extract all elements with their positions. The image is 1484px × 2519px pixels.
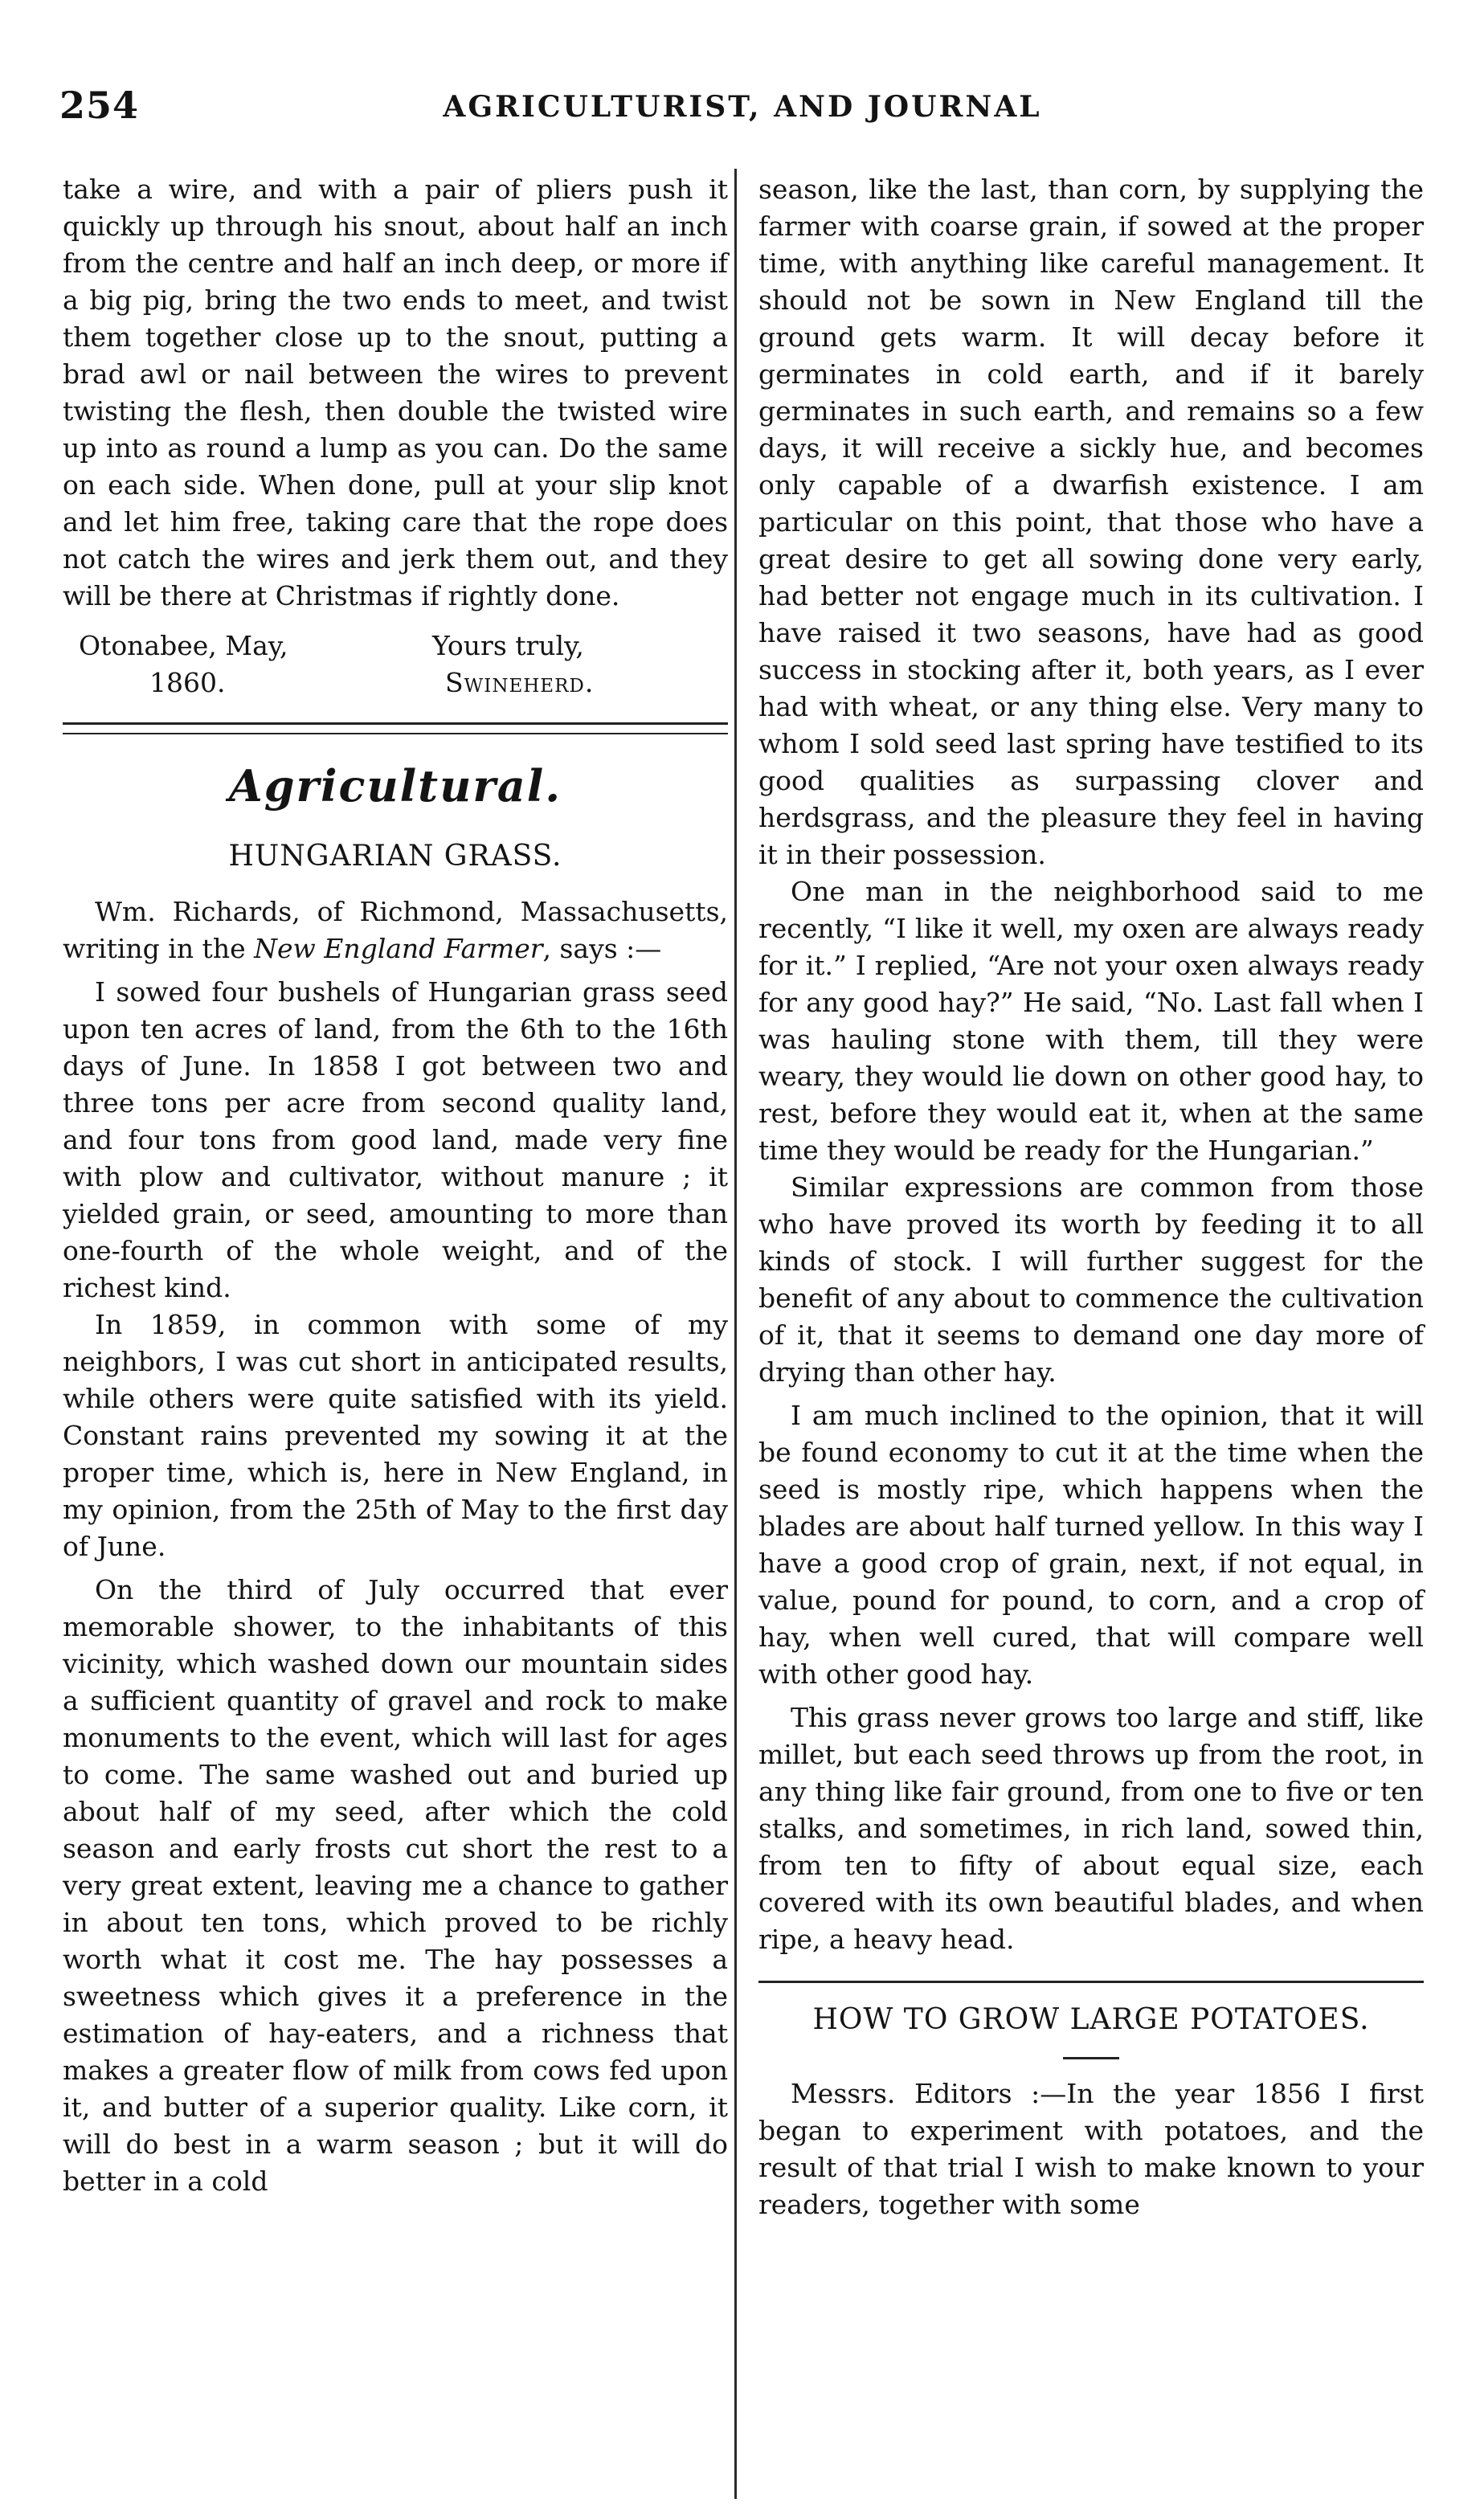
article-paragraph: I am much inclined to the opinion, that it will be found economy to cut it at the time when the seed is mostly ripe, which happens when the blades are about half turned yellow. In this way I have a good crop of grain, next, if not equal, in value, pound for pound, to corn, and a crop of hay, when well cured, that will compare well with other good hay. bbox=[758, 1400, 1424, 1690]
running-head: AGRICULTURIST, AND JOURNAL bbox=[443, 90, 1042, 124]
letter-continued-text: take a wire, and with a pair of pliers push it quickly up through his snout, about half an inch from the centre and half an inch deep, or more if a big pig, bring the two ends to meet, and twist them together close up to the snout, putting a brad awl or nail between the wires to prevent twisting the flesh, then double the twisted wire up into as round a lump as you can. Do the same on each side. When done, pull at your slip knot and let him free, taking care that the rope does not catch the wires and jerk them out, and they will be there at Christmas if rightly done. bbox=[63, 174, 728, 611]
page-header bbox=[59, 84, 1425, 140]
letter-signoff bbox=[63, 628, 728, 708]
article-title-hungarian-grass: HUNGARIAN GRASS. bbox=[228, 840, 562, 873]
intro-before: Wm. Richards, of Richmond, Massachusetts, writing in the bbox=[63, 896, 728, 964]
page-number: 254 bbox=[59, 84, 140, 127]
article-paragraph: One man in the neighborhood said to me recently, “I like it well, my oxen are always ready for it.” I replied, “Are not your oxen always ready for any good hay?” He said, “No. Last fall when I was hauling stone with them, till they were weary, they would lie down on other good hay, to rest, before they would eat it, when at the same time they would be ready for the Hungarian.” bbox=[758, 876, 1424, 1166]
section-divider bbox=[63, 722, 728, 734]
signoff-closing: Yours truly, bbox=[432, 630, 584, 661]
article-title-potatoes: HOW TO GROW LARGE POTATOES. bbox=[812, 2003, 1370, 2036]
right-column bbox=[758, 171, 1424, 2223]
article-paragraph: Messrs. Editors :—In the year 1856 I first began to experiment with potatoes, and the result of that trial I wish to make known to your readers, together with some bbox=[758, 2078, 1424, 2220]
left-column bbox=[63, 171, 728, 2200]
signoff-place: Otonabee, May, bbox=[79, 630, 288, 661]
article-paragraph: This grass never grows too large and stiff, like millet, but each seed throws up from the root, in any thing like fair ground, from one to five or ten stalks, and sometimes, in rich land, sowed thin, from ten to fifty of about equal size, each covered with its own beautiful blades, and when ripe, a heavy head. bbox=[758, 1702, 1424, 1955]
article-divider bbox=[758, 1981, 1424, 1983]
article-paragraph-continued: season, like the last, than corn, by supplying the farmer with coarse grain, if sowed at the proper time, with anything like careful management. It should not be sown in New England till the ground gets warm. It will decay before it germinates in cold earth, and if it barely germinates in such earth, and remains so a few days, it will receive a sickly hue, and becomes only capable of a dwarfish existence. I am particular on this point, that those who have a great desire to get all sowing done very early, had better not engage much in its cultivation. I have raised it two seasons, have had as good success in stocking after it, both years, as I ever had with wheat, or any thing else. Very many to whom I sold seed last spring have testified to its good qualities as surpassing clover and herdsgrass, and the pleasure they feel in having it in their possession. bbox=[758, 174, 1424, 870]
column-divider bbox=[734, 169, 737, 2499]
signoff-signature: Swineherd. bbox=[445, 667, 595, 698]
intro-publication: New England Farmer bbox=[254, 933, 543, 964]
article-paragraph: On the third of July occurred that ever memorable shower, to the inhabitants of this vicinity, which washed down our mountain sides a sufficient quantity of gravel and rock to make monuments to the event, which will last for ages to come. The same washed out and buried up about half of my seed, after which the cold season and early frosts cut short the rest to a very great extent, leaving me a chance to gather in about ten tons, which proved to be richly worth what it cost me. The hay possesses a sweetness which gives it a preference in the estimation of hay-eaters, and a richness that makes a greater flow of milk from cows fed upon it, and butter of a superior quality. Like corn, it will do best in a warm season ; but it will do better in a cold bbox=[63, 1574, 728, 2197]
article-intro bbox=[63, 894, 728, 967]
article-paragraph: In 1859, in common with some of my neighbors, I was cut short in anticipated results, while others were quite satisfied with its yield. Constant rains prevented my sowing it at the proper time, which is, here in New England, in my opinion, from the 25th of May to the first day of June. bbox=[63, 1309, 728, 1562]
section-heading: Agricultural. bbox=[228, 760, 562, 812]
signoff-year: 1860. bbox=[149, 667, 226, 698]
title-underline bbox=[1063, 2057, 1119, 2059]
intro-after: , says :— bbox=[542, 933, 662, 964]
article-paragraph: Similar expressions are common from those who have proved its worth by feeding it to all kinds of stock. I will further suggest for the benefit of any about to commence the cultivation of it, that it seems to demand one day more of drying than other hay. bbox=[758, 1172, 1424, 1388]
article-paragraph: I sowed four bushels of Hungarian grass seed upon ten acres of land, from the 6th to the 16th days of June. In 1858 I got between two and three tons per acre from second quality land, and four tons from good land, made very fine with plow and cultivator, without manure ; it yielded grain, or seed, amounting to more than one-fourth of the whole weight, and of the richest kind. bbox=[63, 976, 728, 1303]
